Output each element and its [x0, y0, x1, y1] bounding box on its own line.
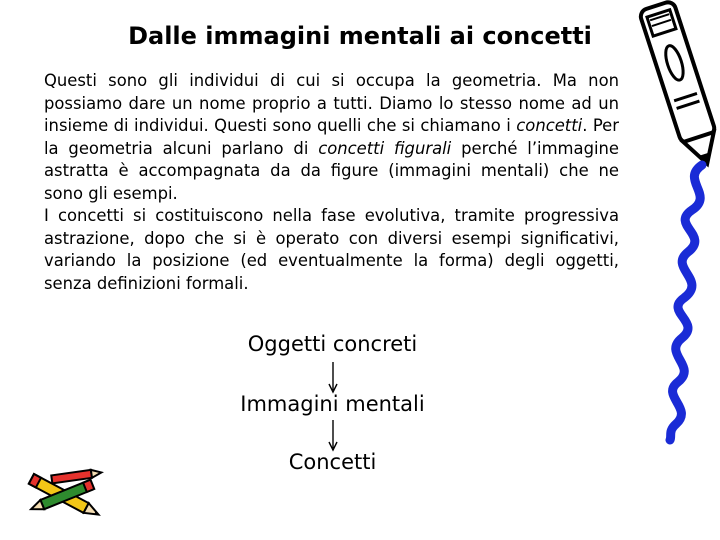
paragraph-1: [44, 70, 619, 205]
body-text: [44, 70, 619, 295]
pencils-icon: [22, 468, 112, 530]
pen-icon: [610, 0, 720, 450]
flow-arrow-1: [327, 362, 339, 394]
paragraph-1-part-2: . Per la geometria alcuni parlano di: [44, 116, 619, 158]
term-concetti-figurali: concetti figurali: [318, 138, 452, 158]
term-concetti: concetti: [516, 116, 583, 135]
paragraph-1-part-1: Questi sono gli individui di cui si occupa la geometria. Ma non possiamo dare un nome proprio a tutti. Diamo lo stesso nome ad un insieme di individui. Questi sono quelli che si chiamano i: [44, 71, 619, 135]
flow-node-concetti: Concetti: [288, 450, 377, 474]
paragraph-2: I concetti si costituiscono nella fase evolutiva, tramite progressiva astrazione, dopo che si è operato con diversi esempi significativi, variando la posizione (ed eventualmente la forma) degli oggetti, senza definizioni formali.: [44, 206, 619, 293]
flow-arrow-2: [327, 420, 339, 452]
paragraph-1-part-3: perché l’immagine astratta è accompagnata da da figure (immagini mentali) che ne sono gli esempi.: [44, 138, 619, 203]
slide-title: Dalle immagini mentali ai concetti: [128, 22, 592, 50]
flow-node-immagini-mentali: Immagini mentali: [240, 392, 425, 416]
flow-node-oggetti-concreti: Oggetti concreti: [247, 332, 418, 356]
